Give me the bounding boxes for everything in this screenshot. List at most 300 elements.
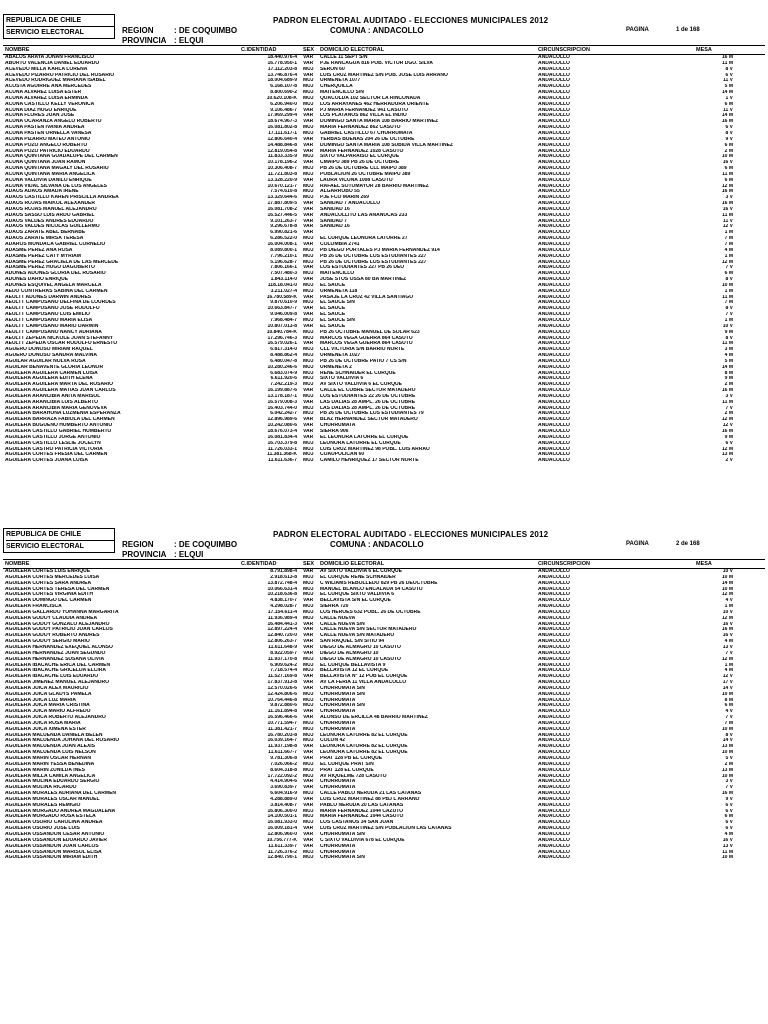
org-box <box>3 14 115 39</box>
col-domicilio: DOMICILIO ELECTORAL <box>320 561 385 567</box>
voter-sex: MUJ <box>303 668 314 674</box>
voter-district: ANDACOLLO <box>538 756 570 761</box>
voter-address: LEONORA LATORRE EL CURQUE <box>320 440 401 446</box>
voter-address: LEONORA LATORRE 82 EL CURQUE <box>320 732 408 738</box>
voter-district: ANDACOLLO <box>538 136 570 142</box>
voter-name: ADAOS ROJAS MANUEL ALEJANDRO <box>5 206 97 212</box>
voter-district: ANDACOLLO <box>538 329 570 335</box>
voter-address: DOMINGO SANTA MARIA 108 BARRIO MARTINEZ <box>320 119 439 125</box>
voter-address: CALLE PABLO NERUDA 21 LAS CATANAS <box>320 791 422 797</box>
voter-address: URMENETA 118 <box>320 288 358 294</box>
voter-address: EL CURQUE RENE SCHNAIDER <box>320 574 396 580</box>
voter-name: ADAROS MUNDACA GABRIEL CORNELIO <box>5 242 106 247</box>
voter-address: EL CURQUE LEONORA LATORRE 27 <box>320 236 408 242</box>
voter-name: ADASME PEREZ CATY MYRIAM <box>5 253 81 259</box>
voter-table: 10 M <box>721 282 733 288</box>
voter-id: 12.570.026-6 <box>267 685 297 691</box>
voter-name: AGUILERA OSORIO JOSE LUIS <box>5 826 80 832</box>
voter-table: 1 M <box>724 288 733 294</box>
voter-table: 16 V <box>722 160 733 166</box>
voter-district: ANDACOLLO <box>538 446 570 452</box>
voter-district: ANDACOLLO <box>538 376 570 382</box>
voter-address: MARCOS VEGA GUERRA 864 CASUTO <box>320 341 413 347</box>
voter-name: AGUILERA BARRAZA FABIOLA DEL CARMEN <box>5 417 115 423</box>
voter-district: ANDACOLLO <box>538 148 570 154</box>
voter-table: 16 M <box>721 791 733 797</box>
voter-table: 10 M <box>721 574 733 580</box>
voter-district: ANDACOLLO <box>538 72 570 78</box>
voter-district: ANDACOLLO <box>538 440 570 446</box>
voter-table: 6 M <box>724 101 733 107</box>
voter-sex: MUJ <box>303 183 314 189</box>
voter-address: EL SAUCE <box>320 323 346 329</box>
voter-sex: VAR <box>303 218 314 224</box>
voter-id: 118.18.041-0 <box>267 282 297 288</box>
voter-id: 11.611.667-7 <box>268 750 297 756</box>
voter-table: 7 V <box>725 405 733 411</box>
voter-name: ACUÑA QUINTANA GUADALUPE DEL CARMEN <box>5 154 118 160</box>
voter-sex: MUJ <box>303 95 314 101</box>
voter-table: 11 M <box>722 60 733 66</box>
voter-address: QUACOLDA 102 SECTOR LA RINCONADA <box>320 95 421 101</box>
voter-district: ANDACOLLO <box>538 802 570 808</box>
voter-id: 16.579.008-3 <box>267 399 297 405</box>
voter-address: CALLE NUEVA S/N SECTOR MATADERO <box>320 627 417 633</box>
region-value: : DE COQUIMBO <box>174 540 238 549</box>
voter-address: BLAZ HERNANDEZ SECTOR MATADERO <box>320 417 418 423</box>
provincia-line <box>122 550 203 559</box>
voter-id: 9.106.486-7 <box>270 107 297 113</box>
voter-district: ANDACOLLO <box>538 831 570 837</box>
voter-address: CHERQUILLA <box>320 84 353 90</box>
voter-table: 10 V <box>722 569 733 574</box>
voter-district: ANDACOLLO <box>538 247 570 253</box>
voter-id: 6.604.916-9 <box>270 791 297 797</box>
voter-id: 18.004.689-9 <box>267 78 297 84</box>
voter-district: ANDACOLLO <box>538 668 570 674</box>
voter-name: ADAOS VALDES NICOLAS GUILLERMO <box>5 224 100 230</box>
provincia-value: : ELQUI <box>174 36 204 45</box>
voter-address: PJE RANCAGUA 816 POB. VICTOR DGO. SILVA <box>320 60 433 66</box>
voter-sex: VAR <box>303 685 314 691</box>
voter-sex: VAR <box>303 201 314 207</box>
voter-table: 2 M <box>724 148 733 154</box>
voter-id: 11.611.648-9 <box>268 644 297 650</box>
voter-id: 7.026.066-2 <box>270 761 297 767</box>
voter-sex: VAR <box>303 434 314 440</box>
voter-name: AGUILERA AGUILERA MATIAS JUAN CARLOS <box>5 388 116 394</box>
voter-id: 16.778.950-1 <box>267 60 297 66</box>
voter-sex: MUJ <box>303 66 314 72</box>
voter-district: ANDACOLLO <box>538 212 570 218</box>
voter-sex: VAR <box>303 621 314 627</box>
voter-table: 11 V <box>722 107 733 113</box>
voter-district: ANDACOLLO <box>538 195 570 201</box>
voter-id: 12.806.960-0 <box>267 831 297 837</box>
voter-id: 8.604.318-8 <box>270 767 297 773</box>
voter-district: ANDACOLLO <box>538 826 570 832</box>
provincia-value: : ELQUI <box>174 550 204 559</box>
voter-sex: MUJ <box>303 592 314 598</box>
voter-district: ANDACOLLO <box>538 55 570 60</box>
voter-name: ADASME PEREZ ANA ROSA <box>5 247 73 253</box>
col-circunscripcion: CIRCUNSCRIPCION <box>538 561 590 567</box>
provincia-line <box>122 36 203 45</box>
voter-sex: VAR <box>303 598 314 604</box>
voter-id: 9.870.610-9 <box>270 300 297 306</box>
voter-table: 16 V <box>722 206 733 212</box>
voter-id: 17.112.203-8 <box>267 66 297 72</box>
voter-district: ANDACOLLO <box>538 236 570 242</box>
voter-sex: VAR <box>303 341 314 347</box>
provincia-label: PROVINCIA <box>122 550 167 559</box>
voter-district: ANDACOLLO <box>538 703 570 709</box>
voter-address: AV LA FERIA 11 VILLA ANDACOLLO <box>320 680 407 686</box>
voter-district: ANDACOLLO <box>538 347 570 353</box>
voter-district: ANDACOLLO <box>538 335 570 341</box>
voter-id: 8.922.059-7 <box>270 650 297 656</box>
voter-id: 4.288.889-0 <box>270 796 297 802</box>
voter-name: AGUILERA MORALES OSCAR MANUEL <box>5 796 100 802</box>
voter-address: SANIDAD 7 ANDACOLLO <box>320 201 381 207</box>
voter-address: COLOMBIA 2741 <box>320 242 360 247</box>
voter-address: CAMILO HENRIQUEZ 17 SECTOR NORTE <box>320 458 419 464</box>
voter-id: 7.968.484-7 <box>270 317 297 323</box>
page-title: PADRON ELECTORAL AUDITADO - ELECCIONES MUNICIPALES 2012 <box>273 16 549 25</box>
voter-district: ANDACOLLO <box>538 277 570 283</box>
voter-id: 11.611.339-7 <box>268 843 297 849</box>
voter-name: AGUILERA CASTILLO JORGE ANTONIO <box>5 434 101 440</box>
voter-address: AV RIQUELME 728 CASUTO <box>320 773 387 779</box>
voter-address: PB 26 DE OCTUBRE LOS ESTUDIANTES 227 <box>320 259 427 265</box>
voter-name: AGUILERA MOLINA RICARDO <box>5 785 77 791</box>
voter-id: 9.781.306-8 <box>270 756 297 761</box>
voter-address: CALLE 11 SEPT S/N <box>320 55 368 60</box>
voter-table: 4 M <box>724 831 733 837</box>
voter-name: AGUILERA MALUENDA JOHANA DEL ROSARIO <box>5 738 120 744</box>
voter-address: DOMINGO SANTA MARIA 108 SUBIDA VILLA MARTINEZ <box>320 142 454 148</box>
voter-name: AEULTT CAMPUSANO JOSE RODOLFO <box>5 306 100 312</box>
voter-name: AGUILERA MORGADO ROSA ESTELA <box>5 814 96 820</box>
voter-id: 10.306.408-7 <box>267 166 297 172</box>
voter-district: ANDACOLLO <box>538 312 570 318</box>
voter-id: 10.620.108-K <box>266 95 297 101</box>
voter-table: 4 V <box>725 709 733 715</box>
voter-name: ADONES ESQUIVEL ANGELA MARCELA <box>5 282 102 288</box>
voter-table: 6 V <box>725 440 733 446</box>
voter-table: 10 M <box>721 154 733 160</box>
voter-table: 4 M <box>724 247 733 253</box>
voter-table: 16 M <box>721 388 733 394</box>
voter-district: ANDACOLLO <box>538 405 570 411</box>
voter-table: 6 M <box>724 177 733 183</box>
voter-name: ADONES ADONES GLORIA DEL ROSARIO <box>5 271 106 277</box>
voter-name: AGUILERA JUICA MARIO ALFREDO <box>5 709 91 715</box>
voter-district: ANDACOLLO <box>538 761 570 767</box>
voter-sex: MUJ <box>303 347 314 353</box>
voter-name: AGUILERA AGUILERA CARMEN LUISA <box>5 370 98 376</box>
voter-id: 13.178.187-1 <box>267 393 297 399</box>
voter-address: COAUPOLICAN 60 <box>320 452 365 458</box>
col-sex: SEX <box>303 47 315 53</box>
voter-name: AGUILERA CORTES MERCEDES LUISA <box>5 574 100 580</box>
voter-table: 12 M <box>721 656 733 662</box>
voter-district: ANDACOLLO <box>538 201 570 207</box>
voter-sex: MUJ <box>303 446 314 452</box>
voter-district: ANDACOLLO <box>538 662 570 668</box>
voter-table: 7 M <box>724 236 733 242</box>
voter-address: LUIS CRUZ MARTINEZ S/N POBLACION LAS CATANAS <box>320 826 452 832</box>
voter-id: 10.771.594-7 <box>267 720 297 726</box>
voter-table: 9 V <box>725 796 733 802</box>
voter-district: ANDACOLLO <box>538 843 570 849</box>
voter-id: 10.178.196-2 <box>267 160 297 166</box>
voter-sex: VAR <box>303 306 314 312</box>
voter-address: MANUEL BLANCO ENCALADA 54 CASUTO <box>320 586 423 592</box>
voter-sex: VAR <box>303 294 314 300</box>
voter-district: ANDACOLLO <box>538 429 570 434</box>
voter-district: ANDACOLLO <box>538 189 570 195</box>
voter-table: 12 M <box>721 615 733 621</box>
voter-id: 11.726.376-2 <box>267 849 297 855</box>
voter-id: 13.746.876-4 <box>267 72 297 78</box>
voter-name: ADAOS SASSO LUIS ARDO GABRIEL <box>5 212 95 218</box>
voter-sex: MUJ <box>303 247 314 253</box>
voter-sex: MUJ <box>303 767 314 773</box>
voter-sex: MUJ <box>303 370 314 376</box>
voter-id: 7.242.219-3 <box>270 382 297 388</box>
voter-sex: VAR <box>303 715 314 721</box>
voter-district: ANDACOLLO <box>538 66 570 72</box>
voter-table: 14 M <box>721 90 733 96</box>
voter-district: ANDACOLLO <box>538 393 570 399</box>
voter-id: 9.101.263-7 <box>270 218 297 224</box>
voter-table: 2 M <box>724 382 733 388</box>
col-sex: SEX <box>303 561 315 567</box>
voter-name: ACEVEDO PIZARRO PATRICIO DEL ROSARIO <box>5 72 115 78</box>
voter-id: 12.424.806-6 <box>267 691 297 697</box>
voter-id: 6.817.314-0 <box>270 347 297 353</box>
voter-table: 16 M <box>721 119 733 125</box>
voter-name: AGUILERA GALLARDO YOHANNA MARGARITA <box>5 609 119 615</box>
voter-id: 3.211.027-4 <box>270 288 297 294</box>
voter-id: 16.009.181-4 <box>267 826 297 832</box>
voter-address: PASAJE LA CRUZ 42 VILLA SANTIAGO <box>320 294 414 300</box>
voter-table: 16 V <box>722 621 733 627</box>
voter-id: 10.670.121-7 <box>267 183 297 189</box>
voter-sex: VAR <box>303 142 314 148</box>
voter-table: 14 V <box>722 738 733 744</box>
voter-sex: MUJ <box>303 84 314 90</box>
voter-id: 11.936.989-4 <box>267 615 297 621</box>
voter-table: 11 M <box>722 849 733 855</box>
voter-name: ADONES DARIO ENRIQUE <box>5 277 69 283</box>
voter-sex: MUJ <box>303 405 314 411</box>
voter-sex: MUJ <box>303 820 314 826</box>
voter-id: 7.574.610-8 <box>270 189 297 195</box>
voter-table: 6 M <box>724 814 733 820</box>
voter-address: EL SAUCE <box>320 306 346 312</box>
voter-name: ACUÑA QUINTANA MARIA ANGELICA <box>5 171 95 177</box>
voter-table: 2 M <box>724 411 733 417</box>
voter-district: ANDACOLLO <box>538 423 570 429</box>
voter-district: ANDACOLLO <box>538 767 570 773</box>
voter-id: 2.918.613-8 <box>270 574 297 580</box>
voter-id: 16.403.744-0 <box>267 405 297 411</box>
voter-district: ANDACOLLO <box>538 119 570 125</box>
voter-table: 9 M <box>724 434 733 440</box>
voter-name: ACOSTA AGUIRRE ANA MERCEDES <box>5 84 92 90</box>
voter-district: ANDACOLLO <box>538 434 570 440</box>
voter-district: ANDACOLLO <box>538 388 570 394</box>
voter-district: ANDACOLLO <box>538 458 570 464</box>
voter-table: 11 M <box>722 294 733 300</box>
voter-address: SANIDAD 16 <box>320 206 350 212</box>
voter-id: 16.527.446-5 <box>267 212 297 218</box>
voter-district: ANDACOLLO <box>538 265 570 271</box>
voter-table: 7 V <box>725 650 733 656</box>
voter-district: ANDACOLLO <box>538 791 570 797</box>
voter-district: ANDACOLLO <box>538 720 570 726</box>
voter-sex: MUJ <box>303 329 314 335</box>
voter-address: URMENETA 1077 <box>320 78 361 84</box>
voter-table: 16 M <box>721 429 733 434</box>
voter-name: AGUILERA JIMENEZ MANUEL ALEJANDRO <box>5 680 109 686</box>
voter-address: YERBAS BUENAS 204 26 DE OCTUBRE <box>320 136 415 142</box>
voter-sex: VAR <box>303 802 314 808</box>
voter-district: ANDACOLLO <box>538 808 570 814</box>
voter-table: 14 V <box>722 685 733 691</box>
voter-district: ANDACOLLO <box>538 60 570 66</box>
voter-name: AGUILERA CORTES FRESIA DEL CARMEN <box>5 452 108 458</box>
voter-address: MARIA FERNANDEZ 1028 CASUTO <box>320 148 404 154</box>
voter-name: ADAOS ZARATE ABEL BERNABE <box>5 230 86 236</box>
voter-sex: VAR <box>303 837 314 843</box>
voter-name: AGUILERA JUICA LUZ MARIA <box>5 697 77 703</box>
voter-sex: VAR <box>303 750 314 756</box>
voter-name: AGUILERA OSSANDON JUAN CARLOS <box>5 843 99 849</box>
voter-district: ANDACOLLO <box>538 282 570 288</box>
voter-name: ACUÑA PASTEN IVANIA ANDREA <box>5 125 85 131</box>
region-label: REGION <box>122 26 154 35</box>
voter-id: 16.039.164-7 <box>267 738 297 744</box>
voter-district: ANDACOLLO <box>538 744 570 750</box>
voter-name: AGUILERA GODOY GONZALO ALEJANDRO <box>5 621 110 627</box>
voter-name: ACEVEDO MILLA KARLA LORENA <box>5 66 88 72</box>
voter-address: EL SAUCE <box>320 282 346 288</box>
voter-name: AGUILERA GODOY ROBERTO ANDRES <box>5 633 100 639</box>
voter-table: 10 M <box>721 726 733 732</box>
voter-district: ANDACOLLO <box>538 586 570 592</box>
voter-id: 16.780.203-8 <box>267 732 297 738</box>
voter-name: AGUILERA OSSANDON MIRIAM EDITH <box>5 855 98 861</box>
voter-id: 6.990.821-6 <box>270 230 297 236</box>
voter-name: AEULTT CAMPUSANO LUIS EMILIO <box>5 312 90 318</box>
voter-id: 14.100.501-1 <box>267 814 297 820</box>
voter-district: ANDACOLLO <box>538 569 570 574</box>
voter-district: ANDACOLLO <box>538 837 570 843</box>
voter-name: AGUILERA MALUENDA JUAN ALEXIS <box>5 744 96 750</box>
voter-id: 6.168.107-8 <box>270 84 297 90</box>
voter-sex: VAR <box>303 569 314 574</box>
voter-table: 7 M <box>724 242 733 247</box>
voter-district: ANDACOLLO <box>538 598 570 604</box>
voter-name: AGUILERA JUICA GLADYS PAMELA <box>5 691 92 697</box>
voter-table: 5 M <box>724 84 733 90</box>
voter-id: 10.218.636-8 <box>267 592 297 598</box>
region-line <box>122 26 237 35</box>
voter-district: ANDACOLLO <box>538 107 570 113</box>
region-line <box>122 540 237 549</box>
voter-id: 18.674.967-3 <box>267 119 297 125</box>
voter-name: AGUERO DONOSO MIRIAM RAQUEL <box>5 347 93 353</box>
voter-table: 16 V <box>722 633 733 639</box>
voter-table: 1 M <box>724 662 733 668</box>
voter-table: 16 M <box>721 55 733 60</box>
voter-sex: MUJ <box>303 574 314 580</box>
voter-sex: MUJ <box>303 703 314 709</box>
voter-district: ANDACOLLO <box>538 674 570 680</box>
voter-address: CHURRUMATA S/N <box>320 703 365 709</box>
voter-id: 11.527.169-8 <box>267 674 297 680</box>
voter-list <box>3 55 765 464</box>
voter-district: ANDACOLLO <box>538 849 570 855</box>
voter-id: 13.328.220-9 <box>267 177 297 183</box>
voter-address: DIEGO DE ALMAGRO 10 CASUTO <box>320 644 401 650</box>
voter-address: BELLAVISTA 12 EL CURQUE <box>320 668 389 674</box>
voter-address: SERON 60 <box>320 66 345 72</box>
voter-address: SANIDAD 16 <box>320 224 350 230</box>
voter-district: ANDACOLLO <box>538 224 570 230</box>
voter-district: ANDACOLLO <box>538 306 570 312</box>
voter-table: 11 V <box>722 78 733 84</box>
voter-name: AGUILERA IBACACHE GRICELDA ELCIRA <box>5 668 107 674</box>
voter-address: JOSE STOS OSSA 80 BA MARTINEZ <box>320 277 407 283</box>
voter-district: ANDACOLLO <box>538 738 570 744</box>
voter-sex: MUJ <box>303 849 314 855</box>
voter-name: AGUILERA BARAHONA LUZMENIA ESPERANZA <box>5 411 121 417</box>
voter-sex: MUJ <box>303 814 314 820</box>
voter-address: C WILIAMS REBOLLEDO 829 PB 26 DEOCTUBRE <box>320 580 438 586</box>
voter-district: ANDACOLLO <box>538 417 570 423</box>
voter-id: 16.579.026-1 <box>267 341 297 347</box>
voter-id: 11.381.368-K <box>266 452 297 458</box>
voter-sex: VAR <box>303 650 314 656</box>
voter-district: ANDACOLLO <box>538 171 570 177</box>
voter-table: 11 V <box>722 218 733 224</box>
voter-table: 10 V <box>722 323 733 329</box>
voter-address: PB 26 DE OCTUBRE LOS ESTUDIANTES 227 <box>320 253 427 259</box>
voter-district: ANDACOLLO <box>538 382 570 388</box>
voter-table: 1 M <box>724 604 733 610</box>
voter-id: 3.814.408-7 <box>270 802 297 808</box>
voter-sex: MUJ <box>303 761 314 767</box>
voter-address: CALLE EL COBRE SECTOR MATADERO <box>320 388 416 394</box>
voter-sex: MUJ <box>303 90 314 96</box>
org-line-1: REPUBLICA DE CHILE <box>6 15 114 27</box>
voter-name: AGUILERA CORTES VIRGINIA EDITH <box>5 592 93 598</box>
voter-table: 10 V <box>722 609 733 615</box>
voter-id: 12.897.224-4 <box>267 627 297 633</box>
voter-id: 11.937.170-8 <box>267 656 297 662</box>
voter-sex: MUJ <box>303 452 314 458</box>
voter-name: ACUÑA PIZARRO MATEO ANTONIO <box>5 136 90 142</box>
voter-district: ANDACOLLO <box>538 814 570 820</box>
voter-district: ANDACOLLO <box>538 353 570 359</box>
voter-sex: VAR <box>303 639 314 645</box>
voter-table: 9 M <box>724 329 733 335</box>
voter-address: SAN RAQUEL S/N SITIO 94 <box>320 639 385 645</box>
